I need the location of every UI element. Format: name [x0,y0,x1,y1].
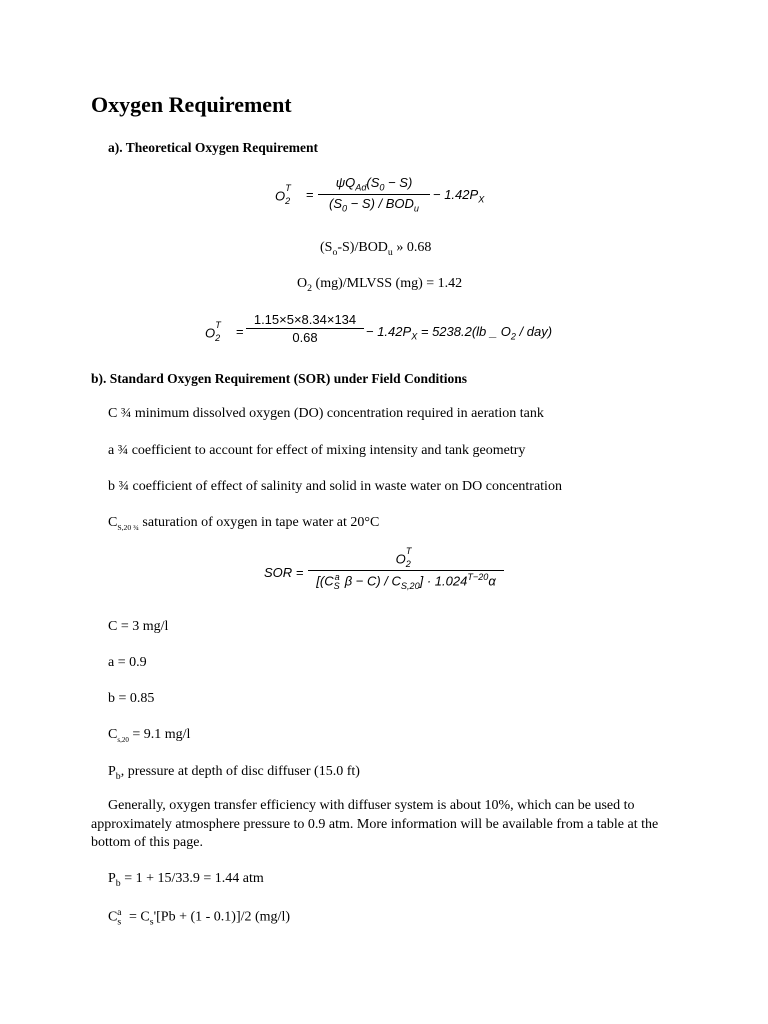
csa-calculation: $C_s^a = C_s'[Pb + (1 - 0.1)]/2$ (mg/l) [108,907,290,928]
diffuser-paragraph: Generally, oxygen transfer efficiency with diffuser system is about 10%, which can be used to approximately atmosphere pressure to 0.9 atm. More information will be available from a table at the bottom of this page. [91,798,659,850]
eq2-lhs: $O_2^T$ [205,320,221,343]
pb-calculation: $P_b = 1 + 15/33.9 = 1.44$ atm [108,871,264,889]
eq2-equals: = [236,324,244,339]
eq1-equals: = [306,187,314,202]
value-b: b = 0.85 [108,691,155,706]
definition-a: a ¾ coefficient to account for effect of mixing intensity and tank geometry [108,443,526,458]
pb-definition: $P_b$, pressure at depth of disc diffuser (15.0 ft) [108,764,360,782]
definition-c: C ¾ minimum dissolved oxygen (DO) concentration required in aeration tank [108,406,544,421]
definition-cs20: $C_{S,20 \frac{3}{4}}$ saturation of oxygen in tape water at 20°C [108,515,380,532]
definition-b: b ¾ coefficient of effect of salinity and solid in waste water on DO concentration [108,479,562,494]
value-a: a = 0.9 [108,655,147,670]
eq1-tail: − $1.42P_X$ [433,187,485,205]
page-title: Oxygen Requirement [91,92,292,117]
eq1-lhs: $O_2^T$ [275,183,291,206]
o2-mlvss-line: $O_2$ (mg)/MLVSS (mg) = 1.42 [297,276,463,294]
eq2-fraction: 1.15×5×8.34×134 0.68 [246,312,364,345]
value-c: C = 3 mg/l [108,619,169,634]
eq1-fraction: $\psi Q_{Ad}(S_0 - S)$ $(S_0 - S) / BOD_u$ [318,175,430,213]
section-b-heading: b). Standard Oxygen Requirement (SOR) under Field Conditions [91,371,468,386]
eq2-tail: − $1.42P_X = 5238.2(lb$ _ $O_2 / day$) [366,324,553,342]
ratio-line: $(S_o-S)/BOD_u$ » 0.68 [320,240,432,258]
sor-lhs: SOR [264,565,293,580]
sor-fraction: $O_2^T$ [($C_S^a$ $\beta - C) / C_{S,20}] \cdot 1.024^{T-20}\alpha$ [308,550,504,591]
section-a-heading: a). Theoretical Oxygen Requirement [108,140,318,155]
sor-equals: = [296,565,304,580]
value-cs20: $C_{s,20} = 9.1$ mg/l [108,727,191,744]
